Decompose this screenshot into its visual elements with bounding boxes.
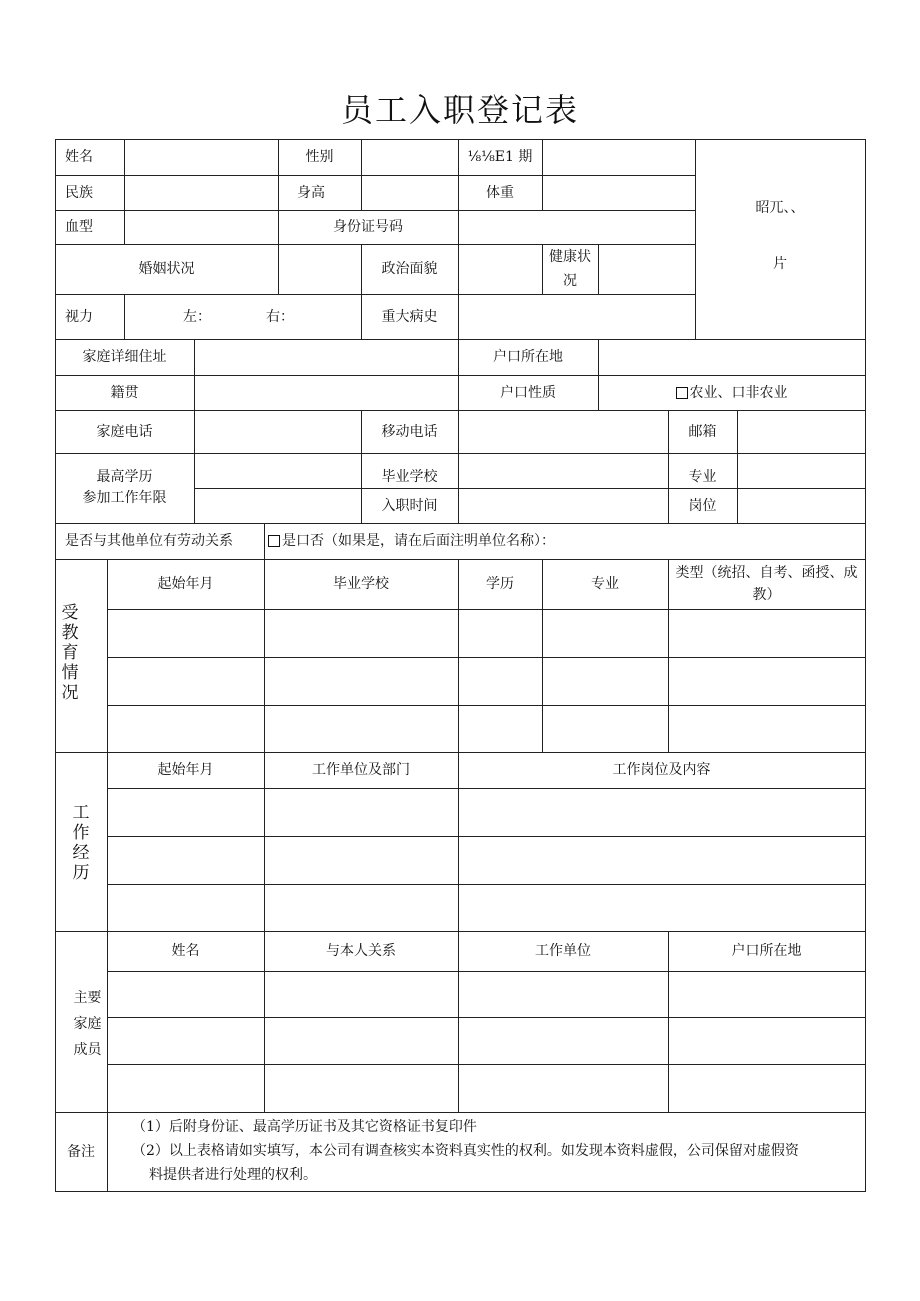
grid-line: [107, 657, 866, 658]
grid-line: [55, 752, 866, 753]
edu-header-major: 专业: [591, 576, 619, 592]
table-row[interactable]: [107, 1017, 865, 1064]
grid-line: [107, 559, 108, 1192]
work-header-start: 起始年月: [157, 762, 214, 778]
table-row[interactable]: [107, 788, 865, 836]
photo-label-line2: 片: [773, 256, 787, 272]
label-education: 最高学历: [96, 469, 153, 485]
edu-header-start: 起始年月: [157, 576, 214, 592]
grid-line: [107, 1017, 866, 1018]
grid-line: [55, 523, 866, 524]
label-entry-date: 入职时间: [381, 498, 438, 514]
work-label-char: 经: [72, 843, 90, 863]
grid-line: [124, 139, 125, 245]
grid-line: [107, 971, 866, 972]
label-home-address: 家庭详细住址: [82, 349, 167, 365]
grid-line: [668, 931, 669, 1113]
label-vision-left: 左：: [183, 308, 211, 325]
label-birth-date: ⅛⅛E1 期: [467, 149, 533, 165]
work-header-company: 工作单位及部门: [312, 762, 410, 778]
grid-line: [264, 559, 265, 1113]
major-field[interactable]: [737, 453, 865, 488]
grid-line: [124, 294, 125, 340]
grid-line: [458, 410, 459, 524]
political-field[interactable]: [458, 244, 542, 294]
mobile-field[interactable]: [458, 410, 668, 453]
education-label-char: 受: [61, 603, 79, 623]
label-gender: 性别: [305, 149, 334, 165]
label-vision-right: 右：: [266, 308, 294, 325]
work-label-char: 工: [72, 803, 90, 823]
grid-line: [598, 339, 599, 411]
grid-line: [194, 488, 866, 489]
photo-label-line1: 昭兀、、: [755, 200, 805, 216]
label-blood-type: 血型: [65, 219, 93, 235]
label-labor-relation: 是否与其他单位有劳动关系: [65, 533, 233, 549]
work-years-field[interactable]: [194, 488, 361, 523]
grid-line: [107, 609, 866, 610]
family-header-company: 工作单位: [535, 943, 591, 959]
grid-line: [55, 210, 696, 211]
blood-type-field[interactable]: [124, 210, 278, 244]
work-label-char: 历: [72, 863, 90, 883]
grid-line: [278, 139, 279, 295]
height-field[interactable]: [361, 175, 458, 210]
gender-field[interactable]: [361, 139, 458, 175]
labor-options-text: 是口否（如果是，请在后面注明单位名称）：: [282, 533, 555, 549]
education-field[interactable]: [194, 453, 361, 488]
label-vision: 视力: [65, 308, 93, 325]
grid-line: [55, 559, 866, 560]
label-major: 专业: [688, 469, 717, 485]
family-header-relation: 与本人关系: [326, 943, 396, 959]
grid-line: [55, 294, 696, 295]
remarks-label: 备注: [67, 1143, 95, 1160]
label-hukou-type: 户口性质: [500, 384, 556, 401]
grid-line: [458, 559, 459, 1113]
birth-date-field[interactable]: [542, 139, 695, 175]
family-label-line: 成员: [73, 1042, 102, 1058]
id-number-field[interactable]: [458, 210, 695, 244]
education-label-char: 情: [61, 663, 79, 683]
work-label-char: 作: [72, 823, 90, 843]
labor-relation-options[interactable]: [264, 523, 865, 559]
grid-line: [55, 175, 696, 176]
agricultural-checkbox[interactable]: [676, 387, 688, 399]
grid-line: [107, 788, 866, 789]
education-label-char: 教: [61, 623, 79, 643]
email-field[interactable]: [737, 410, 865, 453]
weight-field[interactable]: [542, 175, 695, 210]
grid-line: [598, 244, 599, 295]
yes-checkbox[interactable]: [268, 535, 280, 547]
label-marital: 婚姻状况: [138, 261, 195, 277]
label-political: 政治面貌: [381, 261, 438, 277]
label-ethnicity: 民族: [65, 184, 93, 201]
health-field[interactable]: [598, 244, 695, 294]
grid-line: [264, 523, 265, 560]
grid-line: [55, 244, 696, 245]
table-row[interactable]: [107, 609, 865, 657]
table-row[interactable]: [107, 884, 865, 931]
label-home-phone: 家庭电话: [96, 423, 153, 440]
grid-line: [361, 410, 362, 524]
label-health: 健康状况: [549, 249, 591, 289]
label-email: 邮箱: [688, 423, 717, 440]
home-address-field[interactable]: [194, 339, 458, 375]
position-field[interactable]: [737, 488, 865, 523]
grid-line: [737, 410, 738, 524]
grid-line: [361, 244, 362, 340]
family-label-line: 家庭: [73, 1016, 102, 1032]
table-row[interactable]: [107, 971, 865, 1017]
grid-line: [107, 705, 866, 706]
grid-line: [55, 453, 866, 454]
grid-line: [458, 139, 459, 340]
grid-line: [361, 139, 362, 211]
label-position: 岗位: [688, 498, 717, 514]
grid-line: [458, 339, 459, 411]
hukou-location-field[interactable]: [598, 339, 865, 375]
grid-line: [55, 339, 866, 340]
label-native-place: 籍贯: [110, 384, 139, 401]
work-header-role: 工作岗位及内容: [612, 762, 711, 778]
school-field[interactable]: [458, 453, 668, 488]
remarks-line-1: （1）后附身份证、最高学历证书及其它资格证书复印件: [132, 1119, 477, 1135]
hukou-type-options[interactable]: [598, 375, 865, 410]
table-row[interactable]: [107, 705, 865, 752]
grid-line: [194, 339, 195, 524]
label-weight: 体重: [486, 184, 514, 201]
grid-line: [107, 836, 866, 837]
label-work-years: 参加工作年限: [82, 490, 167, 506]
grid-line: [542, 559, 543, 753]
name-field[interactable]: [124, 139, 278, 175]
education-label-char: 育: [61, 643, 79, 663]
marital-field[interactable]: [278, 244, 361, 294]
work-section-label: [55, 800, 107, 886]
form-title: 员工入职登记表: [340, 91, 579, 129]
home-phone-field[interactable]: [194, 410, 361, 453]
label-id-number: 身份证号码: [333, 219, 403, 235]
family-header-name: 姓名: [171, 943, 200, 959]
grid-line: [695, 139, 696, 340]
grid-line: [55, 931, 866, 932]
grid-line: [55, 1112, 866, 1113]
table-row[interactable]: [107, 1064, 865, 1112]
grid-line: [55, 375, 866, 376]
label-illness: 重大病史: [381, 308, 438, 325]
education-section-label: [55, 598, 85, 708]
grid-line: [55, 410, 866, 411]
edu-header-school: 毕业学校: [333, 576, 389, 592]
label-hukou-location: 户口所在地: [493, 349, 563, 365]
remarks-line-3: 料提供者进行处理的权利。: [149, 1167, 317, 1183]
family-label-line: 主要: [73, 990, 102, 1006]
hukou-options-text: 农业、口非农业: [689, 384, 788, 401]
family-header-hukou: 户口所在地: [731, 943, 802, 959]
grid-line: [668, 559, 669, 753]
ethnicity-field[interactable]: [124, 175, 278, 210]
grid-line: [542, 139, 543, 211]
education-label-char: 况: [61, 683, 79, 703]
grid-line: [107, 1064, 866, 1065]
label-name: 姓名: [65, 149, 93, 165]
native-place-field[interactable]: [194, 375, 458, 410]
entry-date-field[interactable]: [458, 488, 668, 523]
illness-field[interactable]: [458, 294, 695, 339]
grid-line: [55, 139, 866, 140]
table-row[interactable]: [107, 657, 865, 705]
label-height: 身高: [297, 184, 325, 201]
grid-line: [865, 139, 866, 1192]
remarks-line-2: （2）以上表格请如实填写，本公司有调查核实本资料真实性的权利。如发现本资料虚假，公司保留对虚假资: [132, 1143, 799, 1159]
label-school: 毕业学校: [381, 469, 438, 485]
label-mobile: 移动电话: [381, 423, 438, 440]
grid-line: [107, 884, 866, 885]
edu-header-degree: 学历: [486, 576, 514, 592]
grid-line: [542, 244, 543, 295]
grid-line: [55, 1191, 866, 1192]
grid-line: [668, 410, 669, 524]
grid-line: [55, 139, 56, 1192]
table-row[interactable]: [107, 836, 865, 884]
edu-header-type: 类型（统招、自考、函授、成教）: [675, 565, 858, 603]
